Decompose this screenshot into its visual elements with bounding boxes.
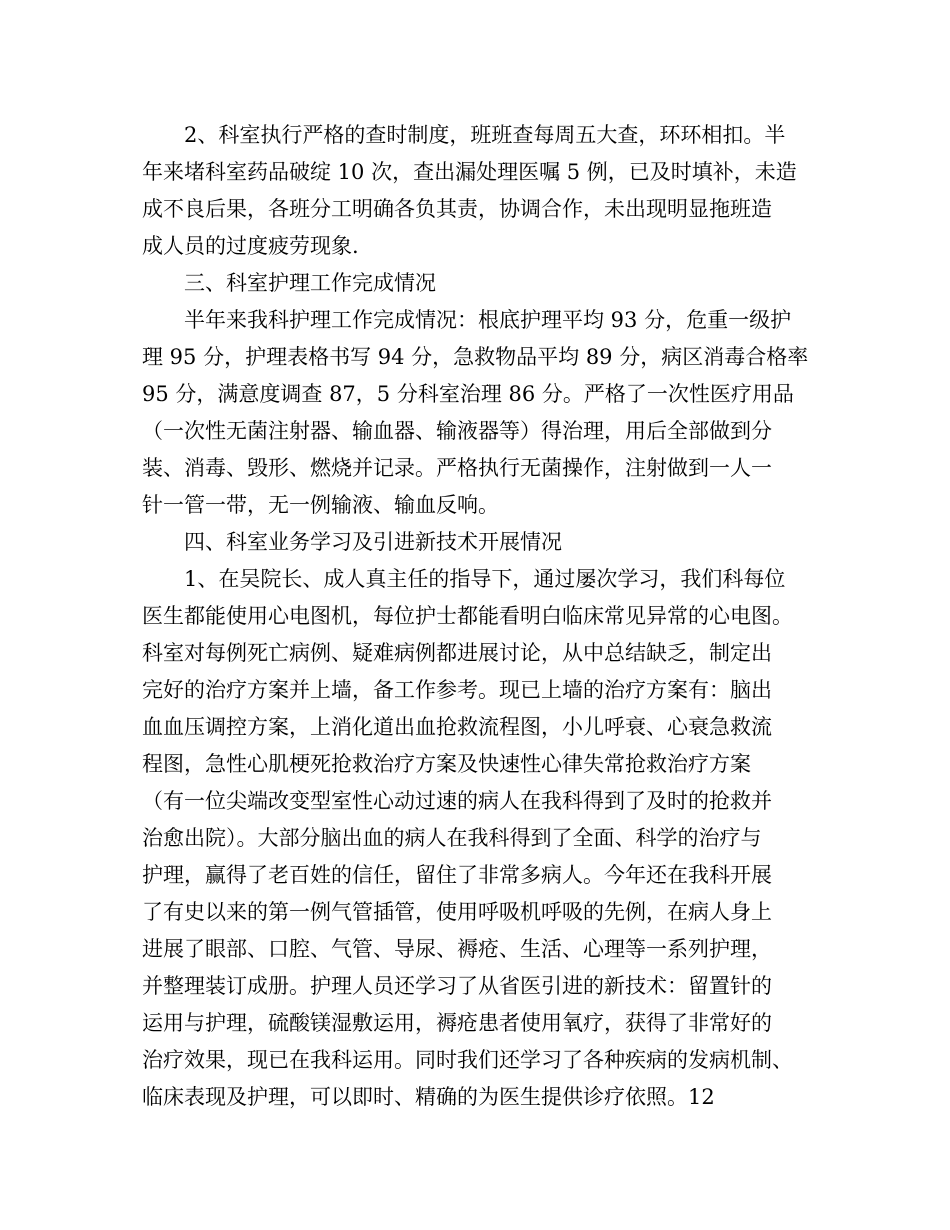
paragraph-line: 半年来我科护理工作完成情况：根底护理平均 93 分，危重一级护 [184,308,792,332]
paragraph-line: 95 分，满意度调查 87，5 分科室治理 86 分。严格了一次性医疗用品 [142,382,794,406]
paragraph-line: 装、消毒、毁形、燃烧并记录。严格执行无菌操作，注射做到一人一 [142,456,772,480]
paragraph-line: 了有史以来的第一例气管插管，使用呼吸机呼吸的先例，在病人身上 [142,900,772,924]
paragraph-line: 运用与护理，硫酸镁湿敷运用，褥疮患者使用氧疗，获得了非常好的 [142,1011,772,1035]
paragraph-line: （有一位尖端改变型室性心动过速的病人在我科得到了及时的抢救并 [142,789,772,813]
paragraph-line: 成不良后果，各班分工明确各负其责，协调合作，未出现明显拖班造 [142,197,772,221]
paragraph-line: 年来堵科室药品破绽 10 次，查出漏处理医嘱 5 例，已及时填补，未造 [142,160,797,184]
paragraph-line: 程图，急性心肌梗死抢救治疗方案及快速性心律失常抢救治疗方案 [142,752,751,776]
paragraph-line: 医生都能使用心电图机，每位护士都能看明白临床常见异常的心电图。 [142,604,793,628]
paragraph-line: 1、在吴院长、成人真主任的指导下，通过屡次学习，我们科每位 [184,567,786,591]
paragraph-line: 并整理装订成册。护理人员还学习了从省医引进的新技术：留置针的 [142,974,772,998]
paragraph-line: 临床表现及护理，可以即时、精确的为医生提供诊疗依照。12 [142,1085,715,1109]
paragraph-line: 2、科室执行严格的查时制度，班班查每周五大查，环环相扣。半 [184,123,786,147]
section-heading: 三、科室护理工作完成情况 [184,271,436,295]
body-text [142,117,822,1116]
paragraph-line: 护理，赢得了老百姓的信任，留住了非常多病人。今年还在我科开展 [142,863,772,887]
paragraph-line: 理 95 分，护理表格书写 94 分，急救物品平均 89 分，病区消毒合格率 [142,345,809,369]
paragraph-line: 成人员的过度疲劳现象. [142,234,359,258]
paragraph-line: 科室对每例死亡病例、疑难病例都进展讨论，从中总结缺乏，制定出 [142,641,772,665]
section-heading: 四、科室业务学习及引进新技术开展情况 [184,530,562,554]
paragraph-line: 血血压调控方案，上消化道出血抢救流程图，小儿呼衰、心衰急救流 [142,715,772,739]
paragraph-line: （一次性无菌注射器、输血器、输液器等）得治理，用后全部做到分 [142,419,772,443]
paragraph-line: 进展了眼部、口腔、气管、导尿、褥疮、生活、心理等一系列护理， [142,937,772,961]
paragraph-line: 完好的治疗方案并上墙，备工作参考。现已上墙的治疗方案有：脑出 [142,678,772,702]
paragraph-line: 针一管一带，无一例输液、输血反响。 [142,493,499,517]
paragraph-line: 治疗效果，现已在我科运用。同时我们还学习了各种疾病的发病机制、 [142,1048,793,1072]
paragraph-line: 治愈出院）。大部分脑出血的病人在我科得到了全面、科学的治疗与 [142,826,762,850]
